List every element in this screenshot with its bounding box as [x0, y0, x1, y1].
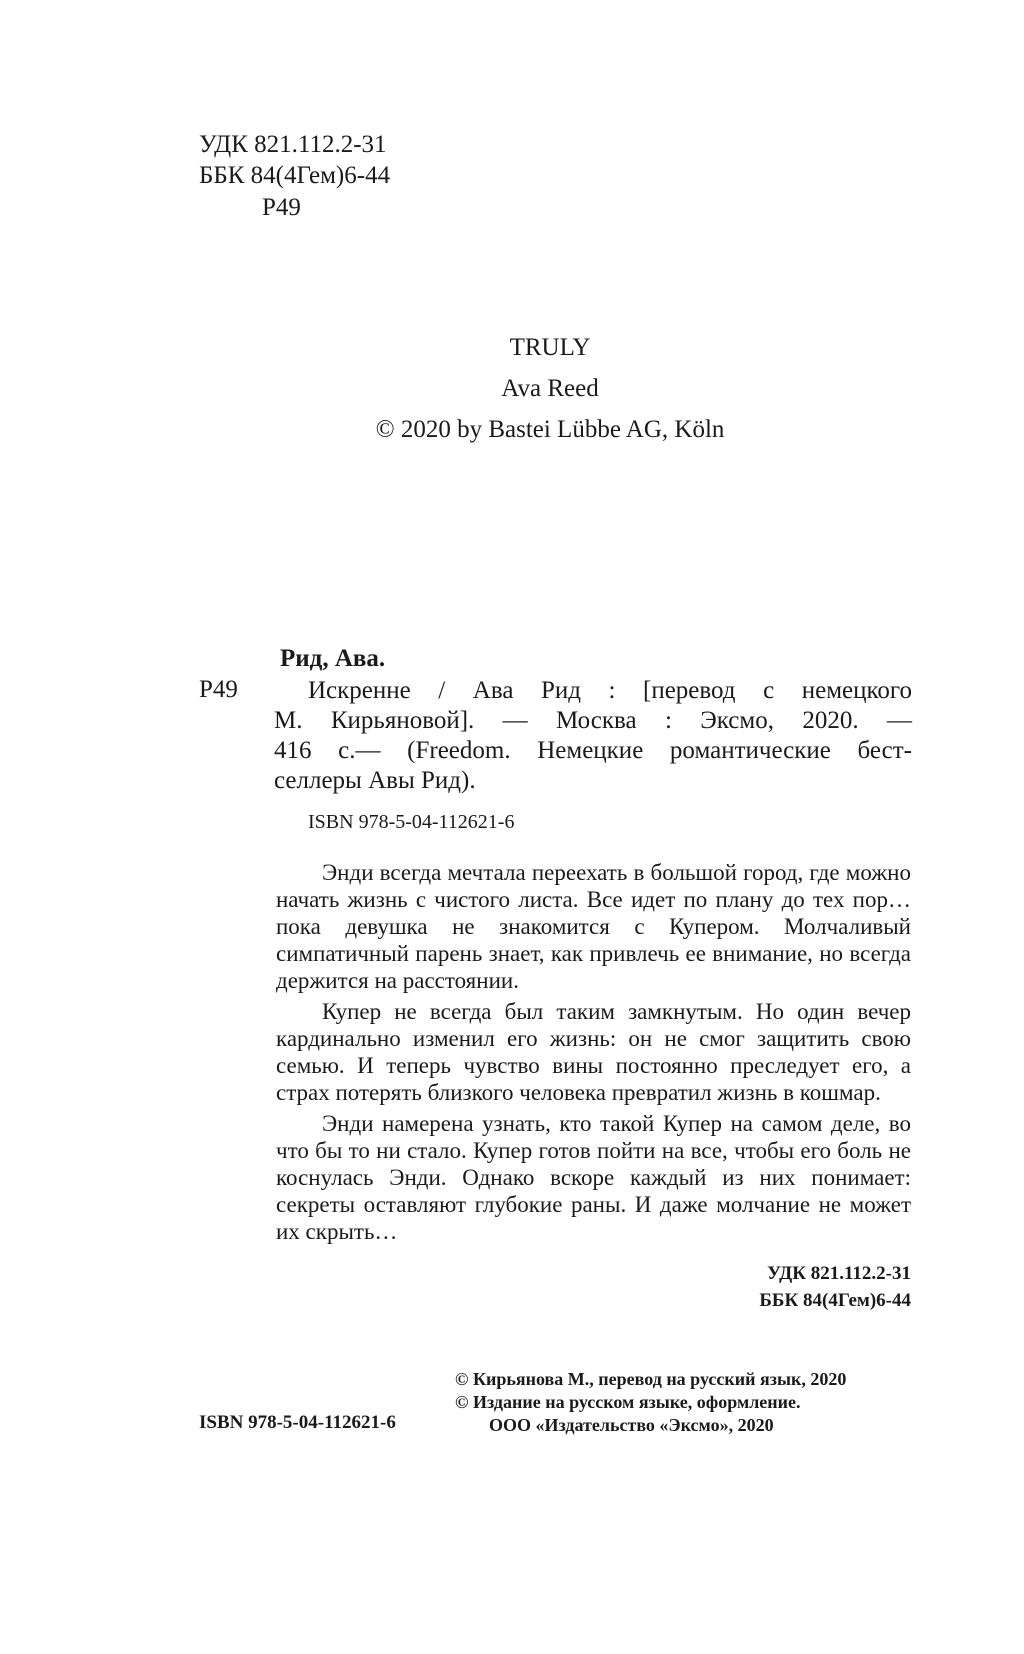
copyright-block — [455, 1368, 846, 1437]
record-isbn: ISBN 978-5-04-112621-6 — [308, 811, 515, 833]
record-line: М. Кирьяновой]. — Москва : Эксмо, 2020. — — [274, 707, 912, 734]
author-mark: Р49 — [262, 194, 301, 221]
annotation — [276, 859, 911, 1249]
annotation-paragraph: Энди намерена узнать, кто такой Купер на самом деле, во что бы то ни стало. Купер готов пойти на все, чтобы его боль не коснулась Энди. Однако вскоре каждый из них понимает: секреты оставляют глубокие раны. И даже молчание не может их скрыть… — [276, 1111, 911, 1244]
annotation-paragraph: Купер не всегда был таким замкнутым. Но один вечер кардинально изменил его жизнь: он не смог защитить свою семью. И теперь чувство вины постоянно преследует его, а страх потерять близкого человека превратил жизнь в кошмар. — [276, 999, 911, 1105]
record-description — [274, 676, 912, 796]
record-line: Искренне / Ава Рид : [перевод с немецкого — [308, 677, 912, 704]
footer-bbk: ББК 84(4Гем)6-44 — [759, 1290, 911, 1311]
footer-udk: УДК 821.112.2-31 — [767, 1263, 911, 1284]
isbn-bottom: ISBN 978-5-04-112621-6 — [199, 1412, 396, 1433]
bbk-code: ББК 84(4Гем)6-44 — [199, 162, 391, 189]
udk-code: УДК 821.112.2-31 — [199, 131, 387, 158]
original-title: TRULY — [509, 334, 591, 361]
record-code: Р49 — [199, 676, 238, 703]
record-author: Рид, Ава. — [280, 645, 386, 672]
edition-copyright: © Издание на русском языке, оформление. — [455, 1392, 801, 1412]
publisher-copyright: ООО «Издательство «Эксмо», 2020 — [489, 1415, 774, 1435]
record-line: селлеры Авы Рид). — [274, 767, 476, 794]
translation-copyright: © Кирьянова М., перевод на русский язык, 2020 — [455, 1369, 847, 1389]
footer-codes — [759, 1260, 911, 1314]
annotation-paragraph: Энди всегда мечтала переехать в большой город, где можно начать жизнь с чистого листа. Все идет по плану до тех пор… пока девушка не знакомится с Купером. Молчаливый симпатичный парень знает, как привлечь ее внимание, но всегда держится на расстоянии. — [276, 860, 911, 993]
original-copyright: © 2020 by Bastei Lübbe AG, Köln — [375, 416, 725, 443]
record-line: 416 с.— (Freedom. Немецкие романтические бест- — [274, 737, 912, 764]
original-author: Ava Reed — [501, 375, 599, 402]
